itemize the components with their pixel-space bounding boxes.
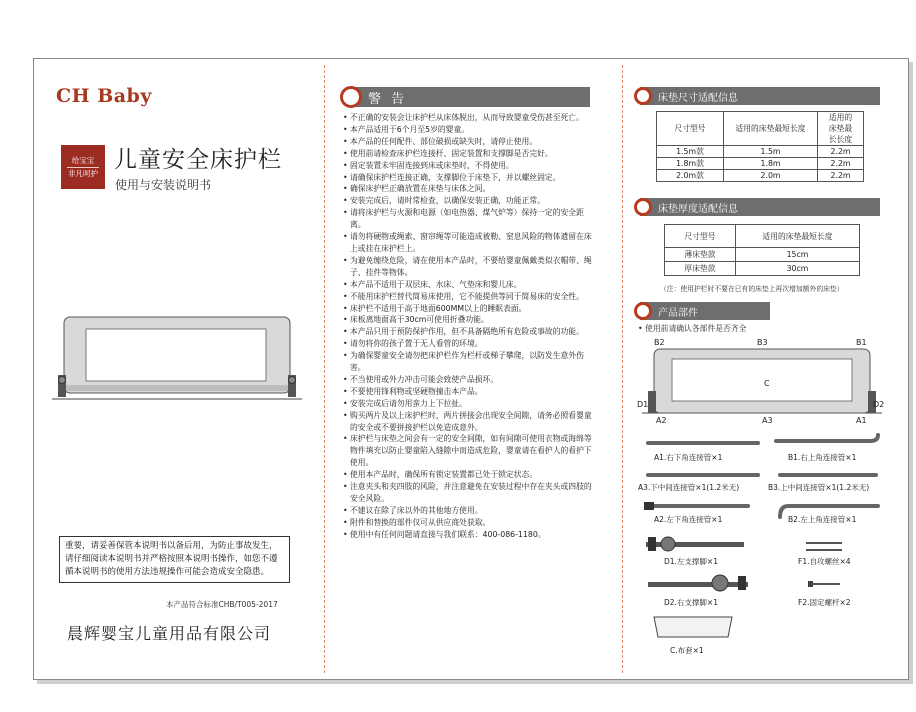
table-cell: 1.8m (724, 158, 818, 170)
warning-item: • 不建议在除了床以外的其他地方使用。 (343, 505, 597, 517)
mattress-thickness-title: 床垫厚度适配信息 (658, 203, 738, 215)
warning-item: • 使用中有任何问题请直接与我们联系：400-086-1180。 (343, 529, 597, 541)
part-c-image (652, 615, 736, 641)
table-row (657, 158, 864, 170)
warning-item: • 请勿将硬物或绳索、窗帘绳等可能造成被勒、窒息风险的物体遗留在床上或挂在床护栏上。 (343, 231, 597, 255)
warning-item: • 床板离地面高于30cm可使用折叠功能。 (343, 314, 597, 326)
page-title: 儿童安全床护栏 (114, 147, 282, 173)
table-header-cell: 适用的床垫最短长度 (724, 112, 818, 146)
warning-item: • 请将床护栏与火源和电源（如电热器、煤气炉等）保持一定的安全距离。 (343, 207, 597, 231)
table-cell: 30cm (736, 262, 860, 276)
section-circle-icon (634, 87, 652, 105)
part-a2-image (642, 499, 754, 513)
diagram-label-a3: A3 (762, 416, 773, 425)
warning-item: • 为避免缠绕危险，请在使用本产品时，不要给婴童佩戴类似衣帽带、绳子、挂件等物体。 (343, 255, 597, 279)
warning-item: • 本产品只用于预防保护作用，但不具备隔绝所有危险或事故的功能。 (343, 326, 597, 338)
table-row (657, 170, 864, 182)
part-b3-label: B3.上中间连接管×1(1.2米无) (768, 483, 870, 492)
page-subtitle: 使用与安装说明书 (115, 178, 212, 192)
warning-title: 警 告 (368, 91, 408, 107)
warning-item: • 不要使用锋利物或坚硬物撞击本产品。 (343, 386, 597, 398)
table-cell: 1.5m款 (657, 146, 724, 158)
part-f1-image (802, 539, 850, 555)
part-a3-image (646, 473, 760, 477)
warning-item: • 附件和替换的部件仅可从供应商处获取。 (343, 517, 597, 529)
diagram-label-b3: B3 (757, 338, 768, 347)
mattress-size-title: 床垫尺寸适配信息 (658, 92, 738, 104)
warning-item: • 为确保婴童安全请勿把床护栏作为栏杆或梯子攀爬，以防发生意外伤害。 (343, 350, 597, 374)
table-header-cell: 尺寸型号 (665, 225, 736, 248)
parts-header (640, 302, 770, 320)
parts-diagram (642, 347, 885, 419)
warning-item: • 确保床护栏正确放置在床垫与床体之间。 (343, 183, 597, 195)
mattress-thickness-header (640, 198, 880, 216)
table-header-cell: 适用的床垫最短长度 (736, 225, 860, 248)
bed-rail-illustration (52, 309, 302, 409)
diagram-label-d2: D2 (873, 400, 885, 409)
parts-intro-text: 使用前请确认各部件是否齐全 (645, 324, 747, 333)
warning-item: • 本产品不适用于双层床、水床、气垫床和婴儿床。 (343, 279, 597, 291)
table-cell: 1.8m款 (657, 158, 724, 170)
brand-logo: CH Baby (56, 85, 152, 107)
part-d2-image (644, 571, 754, 595)
warning-item: • 使用本产品时，确保所有锁定装置都已处于锁定状态。 (343, 469, 597, 481)
part-c-label: C.布套×1 (670, 646, 704, 655)
warning-item: • 不当使用或外力冲击可能会致使产品损坏。 (343, 374, 597, 386)
part-a2-label: A2.左下角连接管×1 (654, 515, 723, 524)
table-cell: 2.0m款 (657, 170, 724, 182)
table-row (665, 262, 860, 276)
warning-circle-icon (340, 86, 362, 108)
table-cell: 厚床垫款 (665, 262, 736, 276)
part-a3-label: A3.下中间连接管×1(1.2米无) (638, 483, 740, 492)
section-circle-icon (634, 302, 652, 320)
diagram-label-a2: A2 (656, 416, 667, 425)
diagram-label-b1: B1 (856, 338, 867, 347)
part-d1-image (644, 533, 748, 555)
product-standard: 本产品符合标准CHB/T005-2017 (166, 600, 278, 609)
warning-item: • 请勿将你的孩子置于无人看管的环境。 (343, 338, 597, 350)
thickness-note: （注：使用护栏时不要在已有的床垫上再次增加额外的床垫） (660, 285, 844, 293)
warning-item: • 安装完成后请勿用蛮力上下拉扯。 (343, 398, 597, 410)
part-d1-label: D1.左支撑脚×1 (664, 557, 718, 566)
table-cell: 1.5m (724, 146, 818, 158)
brand-seal (61, 145, 105, 189)
warning-item: • 使用前请检查床护栏连接杆、固定装置和支撑脚是否完好。 (343, 148, 597, 160)
part-b1-image (774, 433, 882, 449)
warning-item: • 不能用床护栏替代简易床使用，它不能提供等同于简易床的安全性。 (343, 291, 597, 303)
parts-intro: • 使用前请确认各部件是否齐全 (638, 324, 747, 333)
fold-line-2 (622, 65, 623, 673)
table-header-cell: 尺寸型号 (657, 112, 724, 146)
warning-header (346, 87, 590, 107)
part-a1-image (646, 441, 760, 445)
table-cell: 15cm (736, 248, 860, 262)
company-name: 晨辉婴宝儿童用品有限公司 (67, 624, 272, 643)
warning-item: • 购买两片及以上床护栏时，两片拼接会出现安全间隙，请务必照看婴童的安全或不要拼接护栏以免造成意外。 (343, 410, 597, 434)
diagram-label-d1: D1 (637, 400, 649, 409)
part-b2-label: B2.左上角连接管×1 (788, 515, 857, 524)
mattress-size-table (656, 111, 864, 182)
part-f2-image (806, 577, 846, 591)
fold-line-1 (324, 65, 325, 673)
warning-item: • 本产品适用于6个月至5岁的婴童。 (343, 124, 597, 136)
part-d2-label: D2.右支撑脚×1 (664, 598, 718, 607)
warning-item: • 不正确的安装会让床护栏从床体脱出，从而导致婴童受伤甚至死亡。 (343, 112, 597, 124)
table-cell: 薄床垫款 (665, 248, 736, 262)
table-cell: 2.0m (724, 170, 818, 182)
table-cell: 2.2m (818, 170, 864, 182)
diagram-label-a1: A1 (856, 416, 867, 425)
table-header-cell: 适用的床垫最长长度 (818, 112, 864, 146)
mattress-thickness-table (664, 224, 860, 276)
part-f2-label: F2.固定螺杆×2 (798, 598, 851, 607)
warning-item: • 本产品的任何配件、部位破损或缺失时，请停止使用。 (343, 136, 597, 148)
mattress-size-header (640, 87, 880, 105)
instruction-sheet (33, 58, 909, 680)
seal-text-top: 给宝宝 (67, 155, 99, 168)
warning-item: • 床护栏不适用于高于地面600MM以上的睡眠表面。 (343, 303, 597, 315)
table-cell: 2.2m (818, 146, 864, 158)
warning-list (343, 112, 597, 541)
seal-text-bottom: 非凡呵护 (68, 169, 98, 178)
part-b3-image (778, 473, 878, 477)
part-b1-label: B1.右上角连接管×1 (788, 453, 857, 462)
warning-item: • 注意夹头和夹四肢的风险，并注意避免在安装过程中存在夹头或四肢的安全风险。 (343, 481, 597, 505)
table-row (665, 248, 860, 262)
part-a1-label: A1.右下角连接管×1 (654, 453, 723, 462)
warning-item: • 床护栏与床垫之间会有一定的安全间隙，如有间隙可使用衣物或海绵等物件填充以防止婴童陷入缝隙中而造成危险，婴童请在看护人的看护下使用。 (343, 433, 597, 469)
diagram-label-b2: B2 (654, 338, 665, 347)
diagram-label-c: C (764, 379, 770, 388)
warning-item: • 固定装置未牢固连接到床或床垫时，不得使用。 (343, 160, 597, 172)
section-circle-icon (634, 198, 652, 216)
important-notice: 重要，请妥善保管本说明书以备后用，为防止事故发生，请仔细阅读本说明书并严格按照本说明书操作，如您不遵循本说明书的使用方法违规操作可能会造成安全隐患。 (59, 536, 290, 583)
warning-item: • 安装完成后，请时常检查，以确保安装正确，功能正常。 (343, 195, 597, 207)
table-row (657, 146, 864, 158)
warning-item: • 请确保床护栏连接正确，支撑脚位于床垫下，并以螺丝固定。 (343, 172, 597, 184)
parts-title: 产品部件 (658, 307, 698, 319)
part-f1-label: F1.自攻螺丝×4 (798, 557, 851, 566)
table-cell: 2.2m (818, 158, 864, 170)
